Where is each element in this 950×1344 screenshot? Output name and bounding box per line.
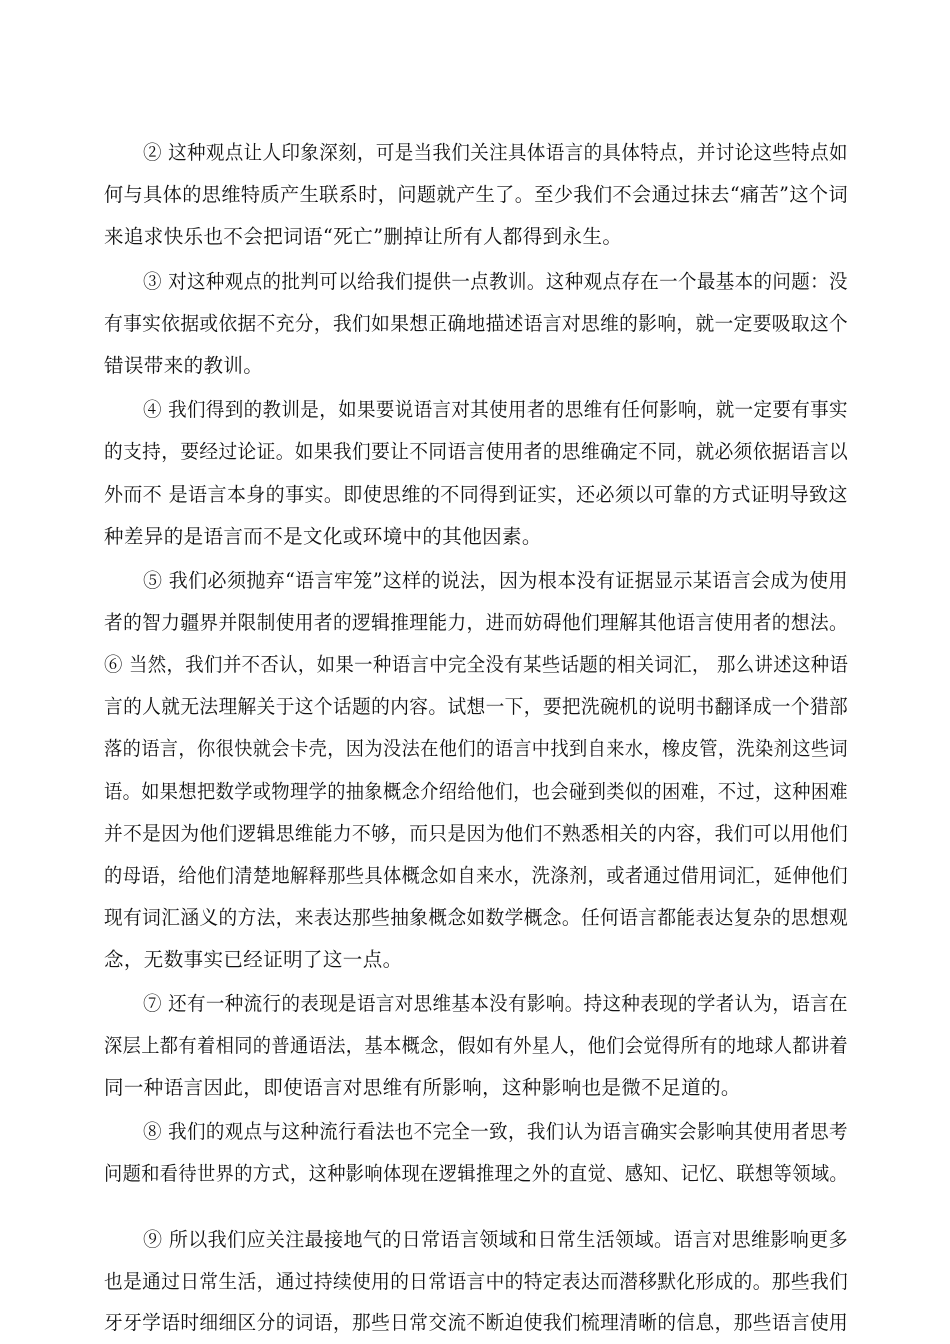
paragraph-3-line-3: 错误带来的教训。 — [104, 354, 264, 377]
paragraph-6-line-3: 落的语言，你很快就会卡壳，因为没法在他们的语言中找到自来水，橡皮管，洗染剂这些词 — [104, 737, 849, 760]
paragraph-8-line-1: ⑧ 我们的观点与这种流行看法也不完全一致，我们认为语言确实会影响其使用者思考 — [143, 1120, 848, 1143]
paragraph-9-line-3: 牙牙学语时细细区分的词语，那些日常交流不断迫使我们梳理清晰的信息，那些语言使用 — [104, 1311, 849, 1334]
paragraph-6-line-6: 的母语，给他们清楚地解释那些具体概念如自来水，洗涤剂，或者通过借用词汇，延伸他们 — [104, 864, 849, 887]
paragraph-6-line-8: 念，无数事实已经证明了这一点。 — [104, 948, 403, 971]
paragraph-3-line-1: ③ 对这种观点的批判可以给我们提供一点教训。这种观点存在一个最基本的问题：没 — [143, 270, 848, 293]
paragraph-2-line-1: ② 这种观点让人印象深刻，可是当我们关注具体语言的具体特点，并讨论这些特点如 — [143, 141, 848, 164]
paragraph-2-line-3: 来追求快乐也不会把词语“死亡”删掉让所有人都得到永生。 — [104, 225, 623, 248]
paragraph-6-line-1: ⑥ 当然，我们并不否认，如果一种语言中完全没有某些话题的相关词汇， 那么讲述这种语 — [104, 653, 849, 676]
paragraph-5-line-2: 者的智力疆界并限制使用者的逻辑推理能力，进而妨碍他们理解其他语言使用者的想法。 — [104, 611, 849, 634]
paragraph-4-line-3: 外而不 是语言本身的事实。即使思维的不同得到证实，还必须以可靠的方式证明导致这 — [104, 483, 848, 506]
paragraph-9-line-1: ⑨ 所以我们应关注最接地气的日常语言领域和日常生活领域。语言对思维影响更多 — [143, 1228, 848, 1251]
paragraph-7-line-3: 同一种语言因此，即使语言对思维有所影响，这种影响也是微不足道的。 — [104, 1076, 741, 1099]
paragraph-4-line-1: ④ 我们得到的教训是，如果要说语言对其使用者的思维有任何影响，就一定要有事实 — [143, 398, 848, 421]
paragraph-2-line-2: 何与具体的思维特质产生联系时，问题就产生了。至少我们不会通过抹去“痛苦”这个词 — [104, 183, 849, 206]
paragraph-6-line-7: 现有词汇涵义的方法，来表达那些抽象概念如数学概念。任何语言都能表达复杂的思想观 — [104, 906, 849, 929]
paragraph-7-line-2: 深层上都有着相同的普通语法，基本概念，假如有外星人，他们会觉得所有的地球人都讲着 — [104, 1034, 849, 1057]
paragraph-8-line-2: 问题和看待世界的方式，这种影响体现在逻辑推理之外的直觉、感知、记忆、联想等领域。 — [104, 1162, 849, 1185]
paragraph-5-line-1: ⑤ 我们必须抛弃“语言牢笼”这样的说法，因为根本没有证据显示某语言会成为使用 — [143, 569, 848, 592]
paragraph-6-line-5: 并不是因为他们逻辑思维能力不够，而只是因为他们不熟悉相关的内容，我们可以用他们 — [104, 822, 849, 845]
paragraph-3-line-2: 有事实依据或依据不充分，我们如果想正确地描述语言对思维的影响，就一定要吸取这个 — [104, 312, 849, 335]
paragraph-6-line-4: 语。如果想把数学或物理学的抽象概念介绍给他们，也会碰到类似的困难，不过，这种困难 — [104, 780, 849, 803]
paragraph-4-line-4: 种差异的是语言而不是文化或环境中的其他因素。 — [104, 525, 542, 548]
paragraph-6-line-2: 言的人就无法理解关于这个话题的内容。试想一下，要把洗碗机的说明书翻译成一个猎部 — [104, 695, 849, 718]
paragraph-9-line-2: 也是通过日常生活，通过持续使用的日常语言中的特定表达而潜移默化形成的。那些我们 — [104, 1270, 849, 1293]
paragraph-7-line-1: ⑦ 还有一种流行的表现是语言对思维基本没有影响。持这种表现的学者认为，语言在 — [143, 992, 848, 1015]
paragraph-4-line-2: 的支持，要经过论证。如果我们要让不同语言使用者的思维确定不同，就必须依据语言以 — [104, 440, 849, 463]
